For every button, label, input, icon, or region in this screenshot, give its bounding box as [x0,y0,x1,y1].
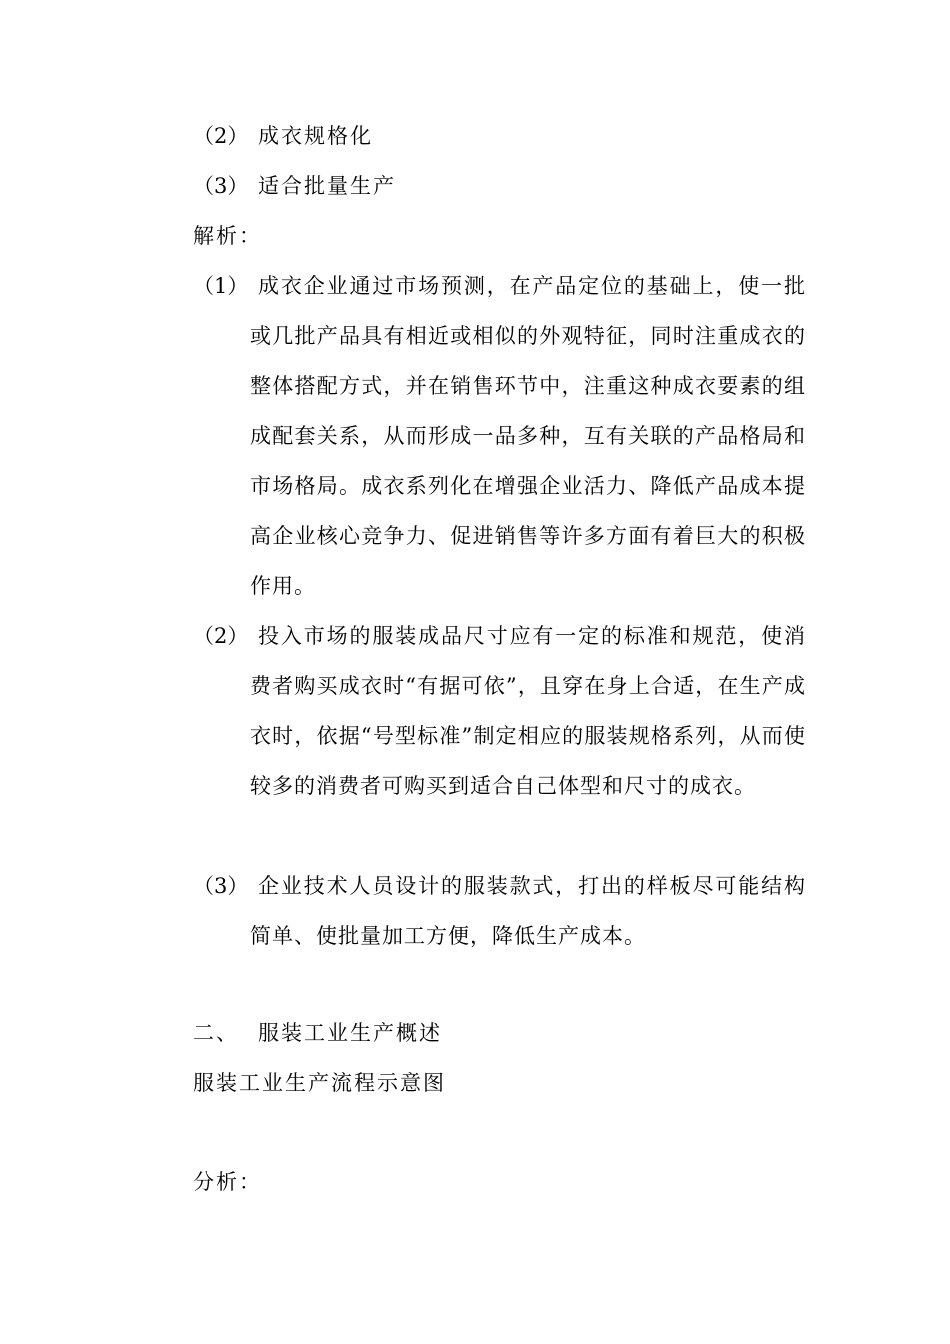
list-item-text: 适合批量生产 [258,174,396,198]
flow-chart-caption: 服装工业生产流程示意图 [193,1071,446,1095]
list-item-text: 成衣规格化 [258,124,373,148]
analysis-label: 解析： [193,224,262,248]
fenxi-label: 分析： [193,1170,262,1194]
analysis-item-number: （1） [193,274,249,298]
list-number: （2） [193,124,249,148]
analysis-item-number: （2） [193,624,249,648]
analysis-item-text: 企业技术人员设计的服装款式，打出的样板尽可能结构简单、使批量加工方便，降低生产成本。 [250,874,806,948]
analysis-item-number: （3） [193,874,249,898]
section-title: 服装工业生产概述 [258,1021,442,1045]
analysis-item-text: 成衣企业通过市场预测，在产品定位的基础上，使一批或几批产品具有相近或相似的外观特征，同时注重成衣的整体搭配方式，并在销售环节中，注重这种成衣要素的组成配套关系，从而形成一品多种，互有关联的产品格局和市场格局。成衣系列化在增强企业活力、降低产品成本提高企业核心竞争力、促进销售等许多方面有着巨大的积极作用。 [250,274,806,598]
analysis-item-text: 投入市场的服装成品尺寸应有一定的标准和规范，使消费者购买成衣时“有据可依”，且穿在身上合适，在生产成衣时，依据“号型标准”制定相应的服装规格系列，从而使较多的消费者可购买到适合自己体型和尺寸的成衣。 [250,624,806,798]
list-number: （3） [193,174,249,198]
section-number: 二、 [193,1021,239,1045]
